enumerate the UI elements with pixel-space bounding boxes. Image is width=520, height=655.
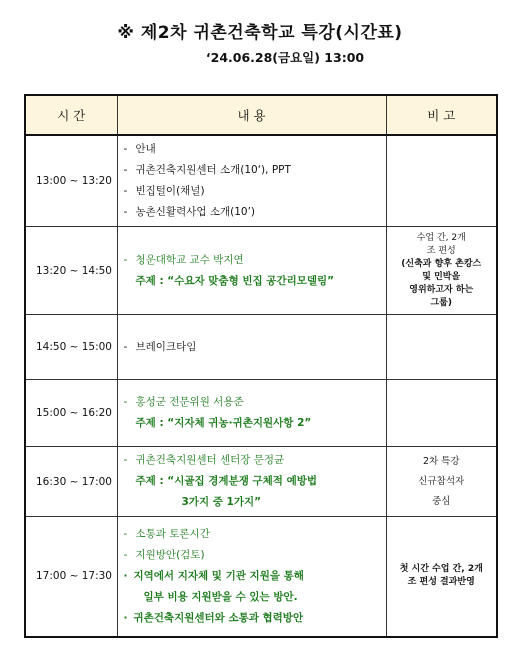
row-time: 15:00 ~ 16:20 <box>25 380 117 447</box>
content-line: - 청운대학교 교수 박지연 <box>123 253 244 266</box>
schedule-table <box>24 94 498 638</box>
content-line: · 귀촌건축지원센터와 소통과 협력방안 <box>123 611 304 624</box>
header-content: 내 용 <box>117 95 386 135</box>
header-time: 시 간 <box>25 95 117 135</box>
content-line: - 빈집털이(채널) <box>123 185 205 197</box>
content-line: 일부 비용 지원받을 수 있는 방안. <box>143 590 298 603</box>
table-row <box>25 380 497 447</box>
header-note: 비 고 <box>386 95 497 135</box>
table-row <box>25 447 497 517</box>
row-note: 2차 특강 신규참석자 중심 <box>386 447 497 517</box>
row-note: 수업 간, 2개 조 편성 (신축과 향후 촌캉스 및 민박을 영위하고자 하는 그룹) <box>386 227 497 315</box>
table-row <box>25 315 497 380</box>
row-content <box>117 135 386 227</box>
content-line: - 소통과 토론시간 <box>123 527 210 540</box>
row-content <box>117 517 386 637</box>
content-line: 주제 : “시골집 경계분쟁 구체적 예방법 <box>135 475 318 487</box>
content-line: - 농촌신활력사업 소개(10’) <box>123 206 256 218</box>
table-row <box>25 517 497 637</box>
content-line: - 홍성군 전문위원 서용준 <box>123 396 244 408</box>
content-line: - 귀촌건축지원센터 센터장 문정균 <box>123 454 285 466</box>
row-time: 17:00 ~ 17:30 <box>25 517 117 637</box>
row-time: 16:30 ~ 17:00 <box>25 447 117 517</box>
row-content <box>117 315 386 380</box>
content-line: - 안내 <box>123 143 156 155</box>
row-content <box>117 227 386 315</box>
content-line: - 브레이크타임 <box>123 340 197 353</box>
content-line: - 귀촌건축지원센터 소개(10‘), PPT <box>123 164 291 176</box>
row-note <box>386 315 497 380</box>
table-row <box>25 227 497 315</box>
table-header-row <box>25 95 497 135</box>
row-content <box>117 447 386 517</box>
row-content <box>117 380 386 447</box>
date-subtitle: ‘24.06.28(금요일) 13:00 <box>205 50 365 65</box>
row-time: 13:00 ~ 13:20 <box>25 135 117 227</box>
content-line: 주제 : “수요자 맞춤형 빈집 공간리모델링” <box>135 274 335 287</box>
row-time: 14:50 ~ 15:00 <box>25 315 117 380</box>
row-note <box>386 135 497 227</box>
content-line: 3가지 중 1가지” <box>181 496 262 508</box>
row-note <box>386 380 497 447</box>
content-line: 주제 : “지자체 귀농·귀촌지원사항 2” <box>135 417 312 429</box>
row-note: 첫 시간 수업 간, 2개 조 편성 결과반영 <box>386 517 497 637</box>
content-line: · 지역에서 지자체 및 기관 지원을 통해 <box>123 569 304 582</box>
row-time: 13:20 ~ 14:50 <box>25 227 117 315</box>
page-title: ※ 제2차 귀촌건축학교 특강(시간표) <box>117 23 403 43</box>
content-line: - 지원방안(검토) <box>123 548 205 561</box>
table-row <box>25 135 497 227</box>
